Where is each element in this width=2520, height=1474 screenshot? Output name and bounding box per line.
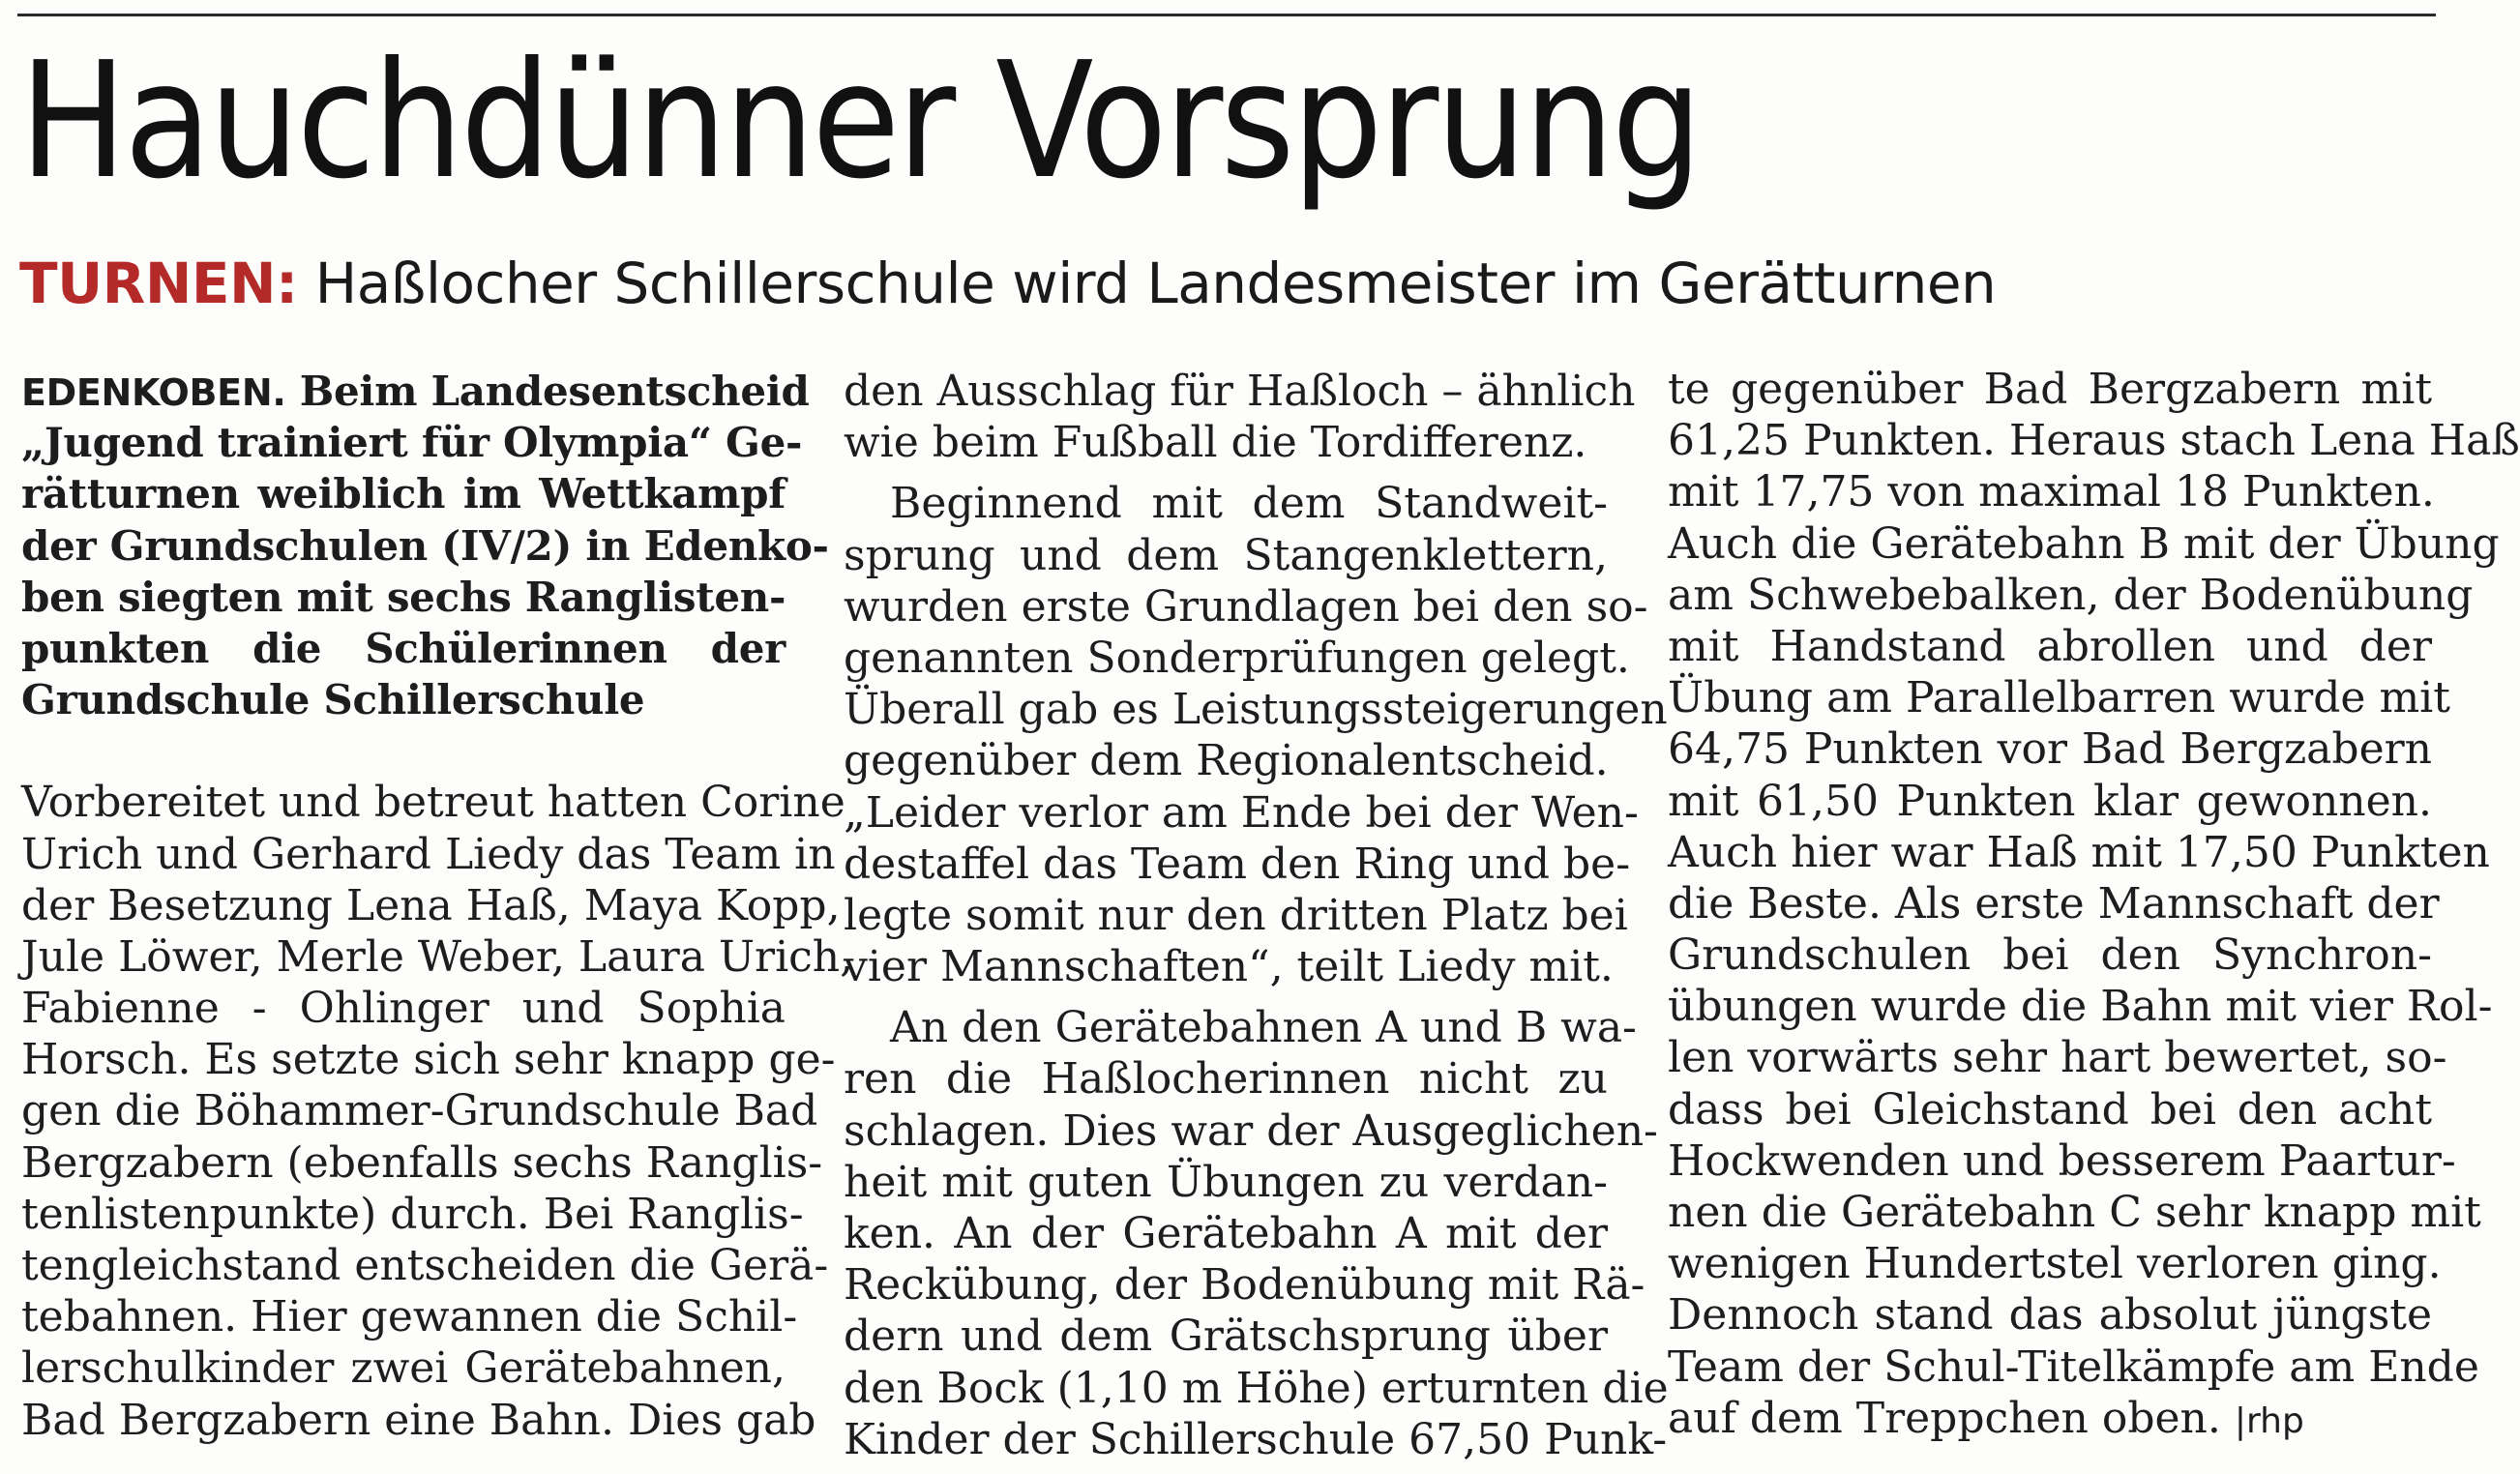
body-line: Bergzabern (ebenfalls sechs Ranglis- xyxy=(21,1137,823,1188)
lead-line: „Jugend trainiert für Olympia“ Ge- xyxy=(21,419,803,467)
body-line: wenigen Hundertstel verloren ging. xyxy=(1668,1239,2442,1289)
body-line: genannten Sonderprüfungen gelegt. xyxy=(844,633,1630,683)
body-line: Urich und Gerhard Liedy das Team in xyxy=(21,829,836,879)
body-line: ken. An der Gerätebahn A mit der xyxy=(844,1209,1608,1258)
body-line: tebahnen. Hier gewannen die Schil- xyxy=(21,1292,798,1342)
body-line: Dennoch stand das absolut jüngste xyxy=(1668,1290,2432,1341)
subheadline xyxy=(19,253,1996,315)
body-paragraph xyxy=(844,366,1636,468)
body-line: Überall gab es Leistungssteigerungen xyxy=(844,685,1668,735)
body-line: 64,75 Punkten vor Bad Bergzabern xyxy=(1668,724,2432,775)
body-line: Kinder der Schillerschule 67,50 Punk- xyxy=(844,1414,1668,1464)
body-line: Vorbereitet und betreut hatten Corine xyxy=(21,778,845,828)
body-line: Jule Löwer, Merle Weber, Laura Urich, xyxy=(21,931,854,982)
body-line: schlagen. Dies war der Ausgeglichen- xyxy=(844,1106,1658,1156)
subheadline-kicker: TURNEN: xyxy=(19,251,298,316)
top-rule xyxy=(17,14,2436,16)
body-line: heit mit guten Übungen zu verdan- xyxy=(844,1157,1608,1207)
body-line: destaffel das Team den Ring und be- xyxy=(844,839,1631,889)
body-line: len vorwärts sehr hart bewertet, so- xyxy=(1668,1033,2447,1083)
body-line: am Schwebebalken, der Bodenübung xyxy=(1668,570,2474,620)
body-line: Beginnend mit dem Standweit- xyxy=(890,479,1608,529)
lead-line: Grundschule Schillerschule xyxy=(21,676,645,724)
body-line: „Leider verlor am Ende bei der Wen- xyxy=(844,787,1639,838)
body-line: gen die Böhammer-Grundschule Bad xyxy=(21,1086,818,1136)
headline: Hauchdünner Vorsprung xyxy=(19,27,1700,215)
body-line: wurden erste Grundlagen bei den so- xyxy=(844,581,1648,632)
body-line: 61,25 Punkten. Heraus stach Lena Haß xyxy=(1668,416,2520,466)
body-line: nen die Gerätebahn C sehr knapp mit xyxy=(1668,1188,2481,1237)
body-paragraph xyxy=(1668,364,2520,1444)
body-line: den Ausschlag für Haßloch – ähnlich xyxy=(844,367,1636,416)
subheadline-text: Haßlocher Schillerschule wird Landesmeister im Gerätturnen xyxy=(314,251,1997,316)
body-line: übungen wurde die Bahn mit vier Rol- xyxy=(1668,982,2493,1032)
lead-line: ben siegten mit sechs Ranglisten- xyxy=(21,573,786,621)
body-line: wie beim Fußball die Tordifferenz. xyxy=(844,418,1587,468)
body-line-final: auf dem Treppchen oben. |rhp xyxy=(1668,1393,2304,1443)
body-line: Bad Bergzabern eine Bahn. Dies gab xyxy=(21,1395,816,1445)
article-column-1 xyxy=(21,366,854,1446)
body-line: dern und dem Grätschsprung über xyxy=(844,1312,1608,1362)
body-line: An den Gerätebahnen A und B wa- xyxy=(890,1003,1637,1053)
body-line: Auch hier war Haß mit 17,50 Punkten xyxy=(1668,827,2490,877)
body-line: gegenüber dem Regionalentscheid. xyxy=(844,736,1609,786)
body-line: Horsch. Es setzte sich sehr knapp ge- xyxy=(21,1035,836,1085)
body-line: den Bock (1,10 m Höhe) erturnten die xyxy=(844,1363,1669,1413)
body-paragraph xyxy=(844,1002,1669,1465)
lead-line: der Grundschulen (IV/2) in Edenko- xyxy=(21,521,829,570)
lead-line: EDENKOBEN. Beim Landesentscheid xyxy=(21,368,810,415)
lead-line: rätturnen weiblich im Wettkampf xyxy=(21,470,786,518)
body-line: die Beste. Als erste Mannschaft der xyxy=(1668,878,2440,929)
body-line: tengleichstand entscheiden die Gerä- xyxy=(21,1241,829,1290)
article-column-3 xyxy=(1668,364,2520,1444)
lead-line: punkten die Schülerinnen der xyxy=(21,624,786,672)
article-column-2 xyxy=(844,366,1669,1465)
body-line: tenlistenpunkte) durch. Bei Ranglis- xyxy=(21,1189,804,1239)
body-line: Reckübung, der Bodenübung mit Rä- xyxy=(844,1260,1645,1311)
body-line: Auch die Gerätebahn B mit der Übung xyxy=(1668,518,2500,569)
body-paragraph xyxy=(21,777,854,1445)
author-signature: |rhp xyxy=(2234,1400,2304,1441)
body-line: mit 17,75 von maximal 18 Punkten. xyxy=(1668,467,2435,517)
body-line: Team der Schul-Titelkämpfe am Ende xyxy=(1668,1341,2479,1392)
body-line: mit Handstand abrollen und der xyxy=(1668,621,2432,671)
body-line: legte somit nur den dritten Platz bei xyxy=(844,890,1628,940)
body-line: vier Mannschaften“, teilt Liedy mit. xyxy=(844,942,1614,992)
body-line: sprung und dem Stangenklettern, xyxy=(844,530,1608,580)
body-line: Grundschulen bei den Synchron- xyxy=(1668,930,2432,981)
body-line: dass bei Gleichstand bei den acht xyxy=(1668,1084,2432,1135)
body-line: lerschulkinder zwei Gerätebahnen, xyxy=(21,1343,786,1394)
body-line: mit 61,50 Punkten klar gewonnen. xyxy=(1668,776,2432,826)
lead-paragraph xyxy=(21,366,829,725)
dateline: EDENKOBEN. xyxy=(21,371,286,414)
body-paragraph xyxy=(844,478,1668,992)
body-line: Hockwenden und besserem Paartur- xyxy=(1668,1135,2456,1186)
body-line: ren die Haßlocherinnen nicht zu xyxy=(844,1054,1608,1105)
body-line: der Besetzung Lena Haß, Maya Kopp, xyxy=(21,880,841,930)
body-line: Fabienne - Ohlinger und Sophia xyxy=(21,984,786,1034)
body-line: Übung am Parallelbarren wurde mit xyxy=(1668,673,2450,723)
body-line: te gegenüber Bad Bergzabern mit xyxy=(1668,365,2432,414)
